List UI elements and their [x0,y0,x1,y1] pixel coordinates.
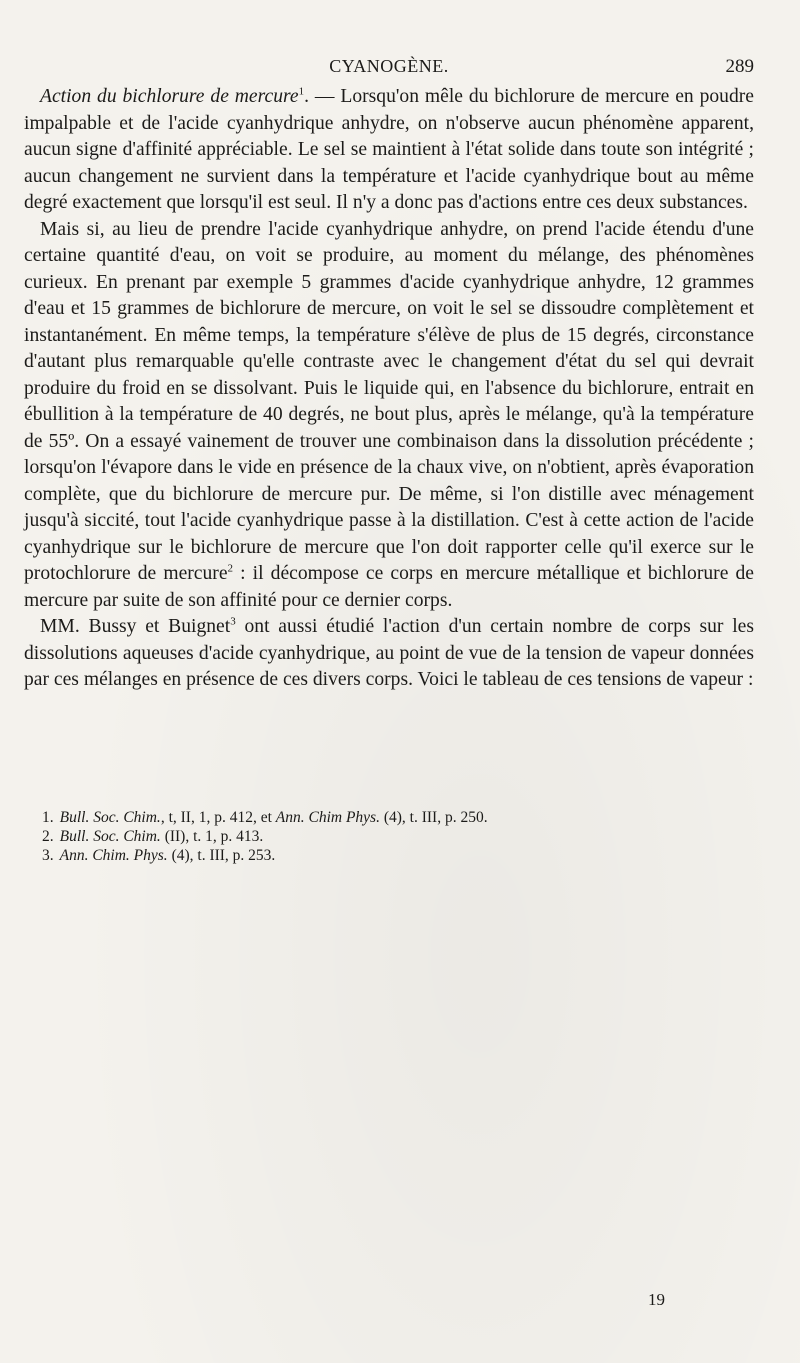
page-number: 289 [725,56,754,77]
paragraph-dilute-acid [24,217,754,615]
body-text [24,84,754,694]
paragraph-text-end: ont aussi étudié l'action d'un certain nombre de corps sur les dissolutions aqueuses d'acide cyanhydrique, au point de vue de la tension de vapeur données par ces mélanges en présence de ces divers corps. Voici le tableau de ces tensions de vapeur : [24,616,754,690]
paragraph-mercury-action [24,84,754,217]
footnote-2 [42,827,742,846]
paragraph-text-end: : il décompose ce corps en mercure métallique et bichlorure de mercure par suite de son affinité pour ce dernier corps. [24,563,754,611]
page-header [24,50,754,80]
footnote-ref-3: 3 [230,615,236,628]
printer-signature: 19 [648,1290,665,1309]
footnote-ref-1: 1 [298,85,305,98]
paragraph-text: . — Lorsqu'on mêle du bichlorure de mercure en poudre impalpable et de l'acide cyanhydrique anhydre, on n'observe aucun phénomène apparent, aucun signe d'affinité appréciable. Le sel se maintient à l'état solide dans toute son intégrité ; aucun changement ne survient dans la température et l'acide cyanhydrique bout au même degré exactement que lorsqu'il est seul. Il n'y a donc pas d'actions entre ces deux substances. [24,86,754,213]
running-title: CYANOGÈNE. [329,56,449,76]
footnote-reference: (4), t. III, p. 253. [167,847,276,864]
paragraph-lead: Action du bichlorure de mercure [40,86,299,107]
footnote-source: Bull. Soc. Chim. [59,809,161,826]
footnote-1 [42,808,742,827]
footnote-ref-2: 2 [227,562,234,575]
footnote-source: Bull. Soc. Chim. [59,828,161,845]
footnotes [42,808,742,865]
footnote-source: Ann. Chim. Phys. [59,847,168,864]
footnote-reference: (4), t. III, p. 250. [379,809,488,826]
footnote-number: 2. [42,828,54,845]
footnote-number: 3. [42,847,54,864]
footnote-reference: , t, II, 1, p. 412, et [160,809,276,826]
footnote-number: 1. [42,809,54,826]
footnote-source: Ann. Chim Phys. [275,809,380,826]
paragraph-text: Mais si, au lieu de prendre l'acide cyanhydrique anhydre, on prend l'acide étendu d'une certaine quantité d'eau, on voit se produire, au moment du mélange, des phénomènes curieux. En prenant par exemple 5 grammes d'acide cyanhydrique anhydre, 12 grammes d'eau et 15 grammes de bichlorure de mercure, on voit le sel se dissoudre complètement et instantanément. En même temps, la température s'élève de plus de 15 degrés, circonstance d'autant plus remarquable qu'elle contraste avec le changement d'état du sel qui devrait produire du froid en se dissolvant. Puis le liquide qui, en l'absence du bichlorure, entrait en ébullition à la température de 40 degrés, ne bout plus, après le mélange, qu'à la température de 55º. On a essayé vainement de trouver une combinaison dans la dissolution précédente ; lorsqu'on l'évapore dans le vide en présence de la chaux vive, on n'obtient, après évaporation complète, que du bichlorure de mercure pur. De même, si l'on distille avec ménagement jusqu'à siccité, tout l'acide cyanhydrique passe à la distillation. C'est à cette action de l'acide cyanhydrique sur le bichlorure de mercure que l'on doit rapporter celle qu'il exerce sur le protochlorure de mercure [24,218,754,584]
paragraph-text: MM. Bussy et Buignet [40,616,231,637]
footnote-reference: (II), t. 1, p. 413. [160,828,264,845]
footnote-3 [42,846,742,865]
paragraph-bussy-buignet [24,614,754,694]
